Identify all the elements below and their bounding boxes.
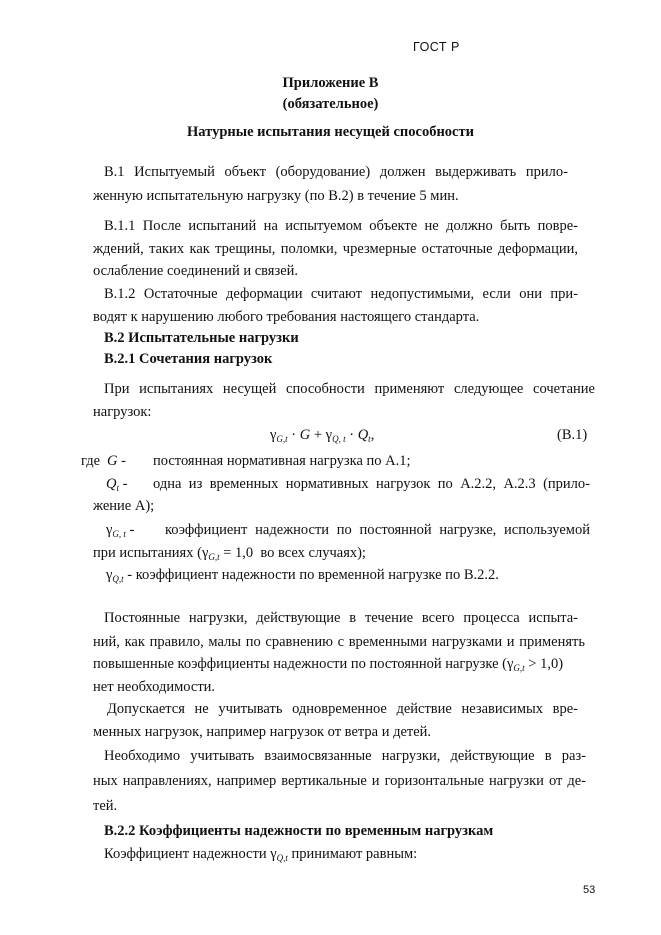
- def-gg-line2-end: во всех случаях);: [260, 545, 366, 561]
- para-p3-line1: Допускается не учитывать одновременное действие независимых вре-: [107, 701, 578, 717]
- heading-b22: В.2.2 Коэффициенты надежности по временным нагрузкам: [104, 823, 494, 839]
- def-gg-symbol: $\gamma_{G, t}$ -: [106, 522, 135, 539]
- def-gg-line1: коэффициент надежности по постоянной нагрузке, используемой: [165, 522, 590, 538]
- where-word: где: [81, 453, 101, 469]
- para-p4-line3: тей.: [93, 798, 118, 814]
- para-p5-start: Коэффициент надежности: [104, 846, 267, 862]
- formula-b1: $\gamma_{G,t} \cdot G + \gamma_{Q, t} \cdot Q_t$,: [270, 427, 375, 444]
- heading-b2: В.2 Испытательные нагрузки: [104, 330, 299, 346]
- para-p1-line2: нагрузок:: [93, 404, 152, 420]
- para-p2-line3: повышенные коэффициенты надежности по постоянной нагрузке $(\gamma_{G,t} > 1,0)$: [93, 656, 564, 673]
- def-gq: $\gamma_{Q,t}$ - коэффициент надежности по временной нагрузке по В.2.2.: [106, 567, 499, 584]
- para-p1-line1: При испытаниях несущей способности применяют следующее сочетание: [104, 381, 595, 397]
- annex-status: (обязательное): [282, 96, 379, 112]
- para-p2-line1: Постоянные нагрузки, действующие в течение всего процесса испыта-: [104, 610, 578, 626]
- def-gg-line2-start: при испытаниях (: [93, 545, 202, 561]
- heading-b21: В.2.1 Сочетания нагрузок: [104, 351, 273, 367]
- para-b11-line1: В.1.1 После испытаний на испытуемом объекте не должно быть повре-: [104, 218, 578, 234]
- def-q-line2: жение А);: [93, 498, 155, 514]
- para-p4-line2: ных направлениях, например вертикальные и горизонтальные нагрузки от де-: [93, 773, 586, 789]
- para-b11-line2: ждений, таких как трещины, поломки, чрезмерные остаточные деформации,: [93, 241, 578, 257]
- para-p5-end: принимают равным:: [291, 846, 418, 862]
- para-p3-line2: менных нагрузок, например нагрузок от ветра и детей.: [93, 724, 432, 740]
- def-q-symbol: $Q_t$ -: [106, 476, 128, 493]
- def-q-line1: одна из временных нормативных нагрузок по А.2.2, А.2.3 (прило-: [153, 476, 590, 492]
- annex-title: Приложение В: [282, 75, 379, 91]
- def-g-symbol: G -: [107, 453, 126, 469]
- def-g-text: постоянная нормативная нагрузка по А.1;: [153, 453, 411, 469]
- page-number: 53: [583, 884, 596, 896]
- def-gg-line2: при испытаниях ($\gamma_{G,t} = 1,0$ во всех случаях);: [93, 545, 366, 562]
- para-p2-line4: нет необходимости.: [93, 679, 216, 695]
- def-gq-text: - коэффициент надежности по временной нагрузке по В.2.2.: [127, 567, 499, 583]
- para-p2-line2: ний, как правило, малы по сравнению с временными нагрузками и применять: [93, 634, 585, 650]
- para-b11-line3: ослабление соединений и связей.: [93, 263, 299, 279]
- para-b1-line1: В.1 Испытуемый объект (оборудование) должен выдерживать прило-: [104, 164, 568, 180]
- para-b12-line2: водят к нарушению любого требования настоящего стандарта.: [93, 309, 480, 325]
- para-b12-line1: В.1.2 Остаточные деформации считают недопустимыми, если они при-: [104, 286, 578, 302]
- para-p2-line3-text: повышенные коэффициенты надежности по постоянной нагрузке (: [93, 656, 507, 672]
- para-b1-line2: женную испытательную нагрузку (по В.2) в течение 5 мин.: [93, 188, 459, 204]
- formula-number: (В.1): [557, 427, 588, 443]
- annex-subject: Натурные испытания несущей способности: [187, 124, 474, 140]
- para-p5: Коэффициент надежности $\gamma_{Q,t}$ принимают равным:: [104, 846, 418, 863]
- para-p4-line1: Необходимо учитывать взаимосвязанные нагрузки, действующие в раз-: [104, 748, 586, 764]
- document-standard-header: ГОСТ Р: [413, 40, 460, 54]
